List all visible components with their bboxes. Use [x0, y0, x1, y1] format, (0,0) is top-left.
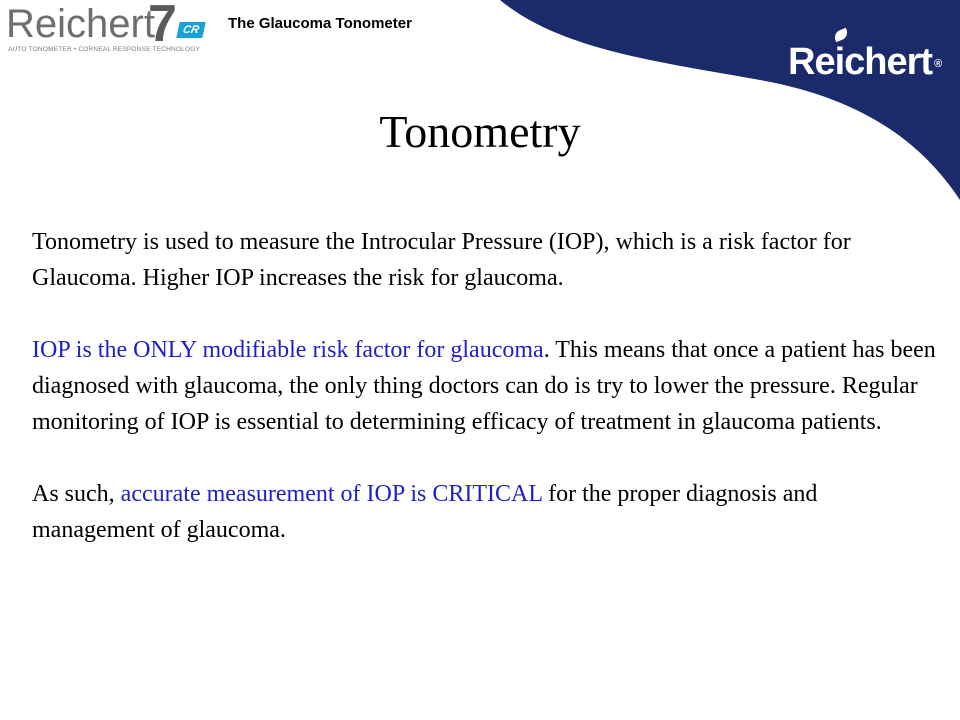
registered-mark: ®: [934, 58, 943, 70]
paragraph-modifiable-risk: [32, 332, 937, 440]
header-subtitle: The Glaucoma Tonometer: [228, 15, 412, 32]
paragraph-text: for the proper diagnosis and management of glaucoma.: [32, 481, 818, 543]
paragraph-text: . This means that once a patient has been diagnosed with glaucoma, the only thing doctors can do is try to lower the pressure. Regular monitoring of IOP is essential to determining efficacy of treatment in glaucoma patients.: [32, 337, 936, 435]
brand-badge: CR: [176, 22, 205, 38]
slide-title: Tonometry: [379, 106, 581, 157]
paragraph-text: Tonometry is used to measure the Introcular Pressure (IOP), which is a risk factor for Glaucoma. Higher IOP increases the risk for glaucoma.: [32, 229, 851, 291]
paragraph-lead: As such,: [32, 481, 121, 507]
navy-swoosh: [500, 0, 960, 200]
brand-tagline: AUTO TONOMETER • CORNEAL RESPONSE TECHNOLOGY: [8, 46, 201, 53]
company-logo-text: Reichert: [788, 41, 933, 83]
reichert-7cr-logo: [6, 2, 206, 62]
brand-number: 7: [148, 0, 177, 53]
brand-name: Reichert: [6, 2, 155, 46]
paragraph-conclusion: [32, 476, 937, 548]
slide-body: [32, 224, 937, 548]
highlight-text: IOP is the ONLY modifiable risk factor for glaucoma: [32, 337, 544, 363]
paragraph-definition: [32, 224, 937, 296]
highlight-text: accurate measurement of IOP is CRITICAL: [120, 481, 543, 507]
company-logo: [788, 40, 942, 84]
